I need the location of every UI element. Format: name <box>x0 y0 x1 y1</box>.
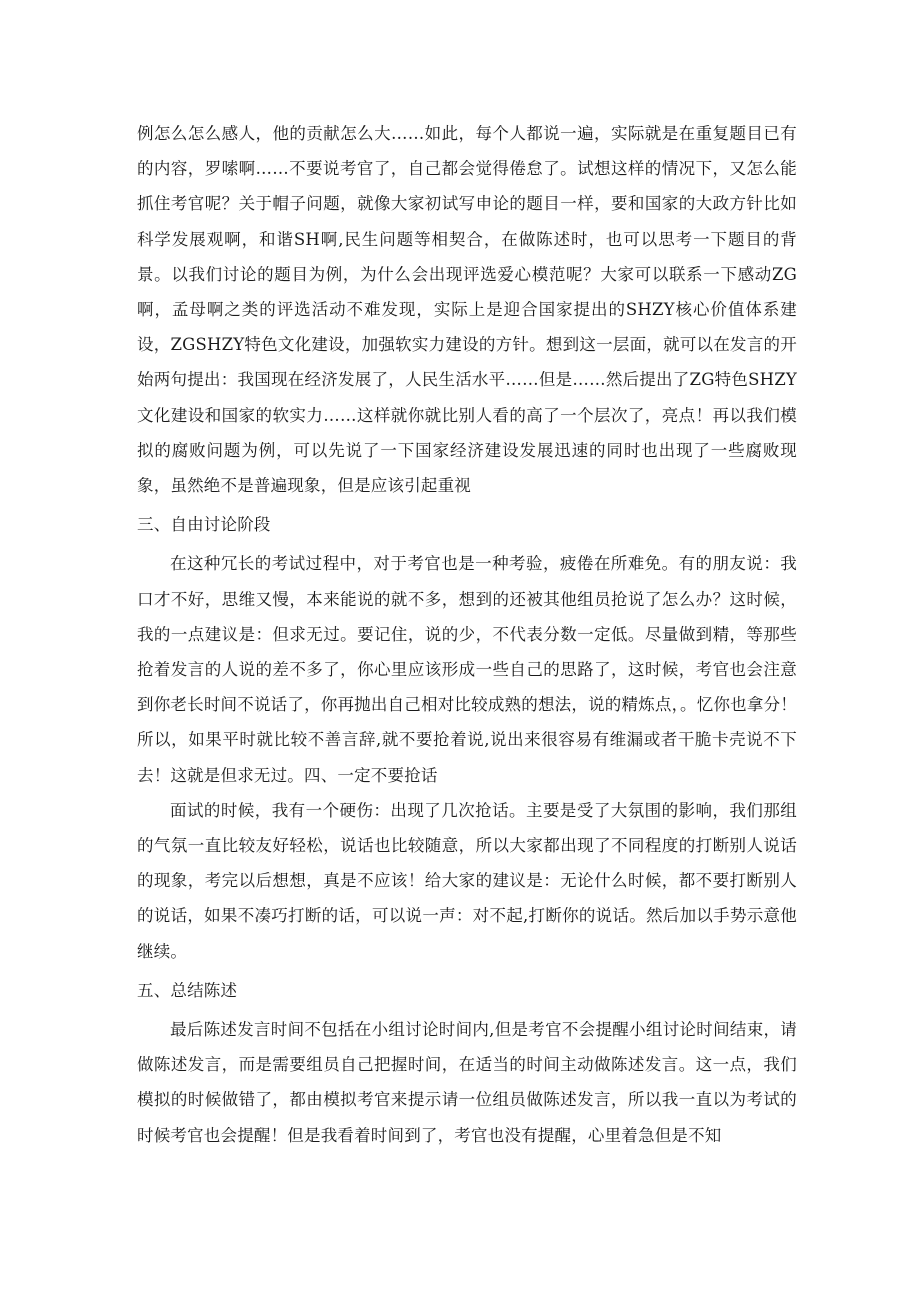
section-heading-free-discussion: 三、自由讨论阶段 <box>137 515 271 535</box>
paragraph-intro-continuation: 例怎么怎么感人，他的贡献怎么大……如此，每个人都说一遍，实际就是在重复题目已有的内容，罗嗦啊……不要说考官了，自己都会觉得倦怠了。试想这样的情况下，又怎么能抓住考官呢？关于帽子问题，就像大家初试写申论的题目一样，要和国家的大政方针比如科学发展观啊，和谐SH啊,民生问题等相契合，在做陈述时，也可以思考一下题目的背景。以我们讨论的题目为例，为什么会出现评选爱心模范呢？大家可以联系一下感动ZG啊，孟母啊之类的评选活动不难发现，实际上是迎合国家提出的SHZY核心价值体系建设，ZGSHZY特色文化建设，加强软实力建设的方针。想到这一层面，就可以在发言的开始两句提出：我国现在经济发展了，人民生活水平……但是……然后提出了ZG特色SHZY文化建设和国家的软实力……这样就你就比别人看的高了一个层次了，亮点！再以我们模拟的腐败问题为例，可以先说了一下国家经济建设发展迅速的同时也出现了一些腐败现象，虽然绝不是普遍现象，但是应该引起重视 <box>137 124 797 496</box>
paragraph-no-interrupting: 面试的时候，我有一个硬伤：出现了几次抢话。主要是受了大氛围的影响，我们那组的气氛一直比较友好轻松，说话也比较随意，所以大家都出现了不同程度的打断别人说话的现象，考完以后想想，真是不应该！给大家的建议是：无论什么时候，都不要打断别人的说话，如果不凑巧打断的话，可以说一声：对不起,打断你的说话。然后加以手势示意他继续。 <box>137 800 797 961</box>
paragraph-summary: 最后陈述发言时间不包括在小组讨论时间内,但是考官不会提醒小组讨论时间结束，请做陈述发言，而是需要组员自己把握时间，在适当的时间主动做陈述发言。这一点，我们模拟的时候做错了，都由模拟考官来提示请一位组员做陈述发言，所以我一直以为考试的时候考官也会提醒！但是我看着时间到了，考官也没有提醒，心里着急但是不知 <box>137 1020 797 1145</box>
document-body <box>137 116 797 1153</box>
section-heading-summary: 五、总结陈述 <box>137 980 238 1000</box>
paragraph-free-discussion: 在这种冗长的考试过程中，对于考官也是一种考验，疲倦在所难免。有的朋友说：我口才不好，思维又慢，本来能说的就不多，想到的还被其他组员抢说了怎么办？这时候，我的一点建议是：但求无过。要记住，说的少，不代表分数一定低。尽量做到精，等那些抢着发言的人说的差不多了，你心里应该形成一些自己的思路了，这时候，考官也会注意到你老长时间不说话了，你再抛出自己相对比较成熟的想法，说的精炼点，。忆你也拿分！所以，如果平时就比较不善言辞,就不要抢着说,说出来很容易有维漏或者干脆卡壳说不下去！这就是但求无过。四、一定不要抢话 <box>137 554 797 785</box>
